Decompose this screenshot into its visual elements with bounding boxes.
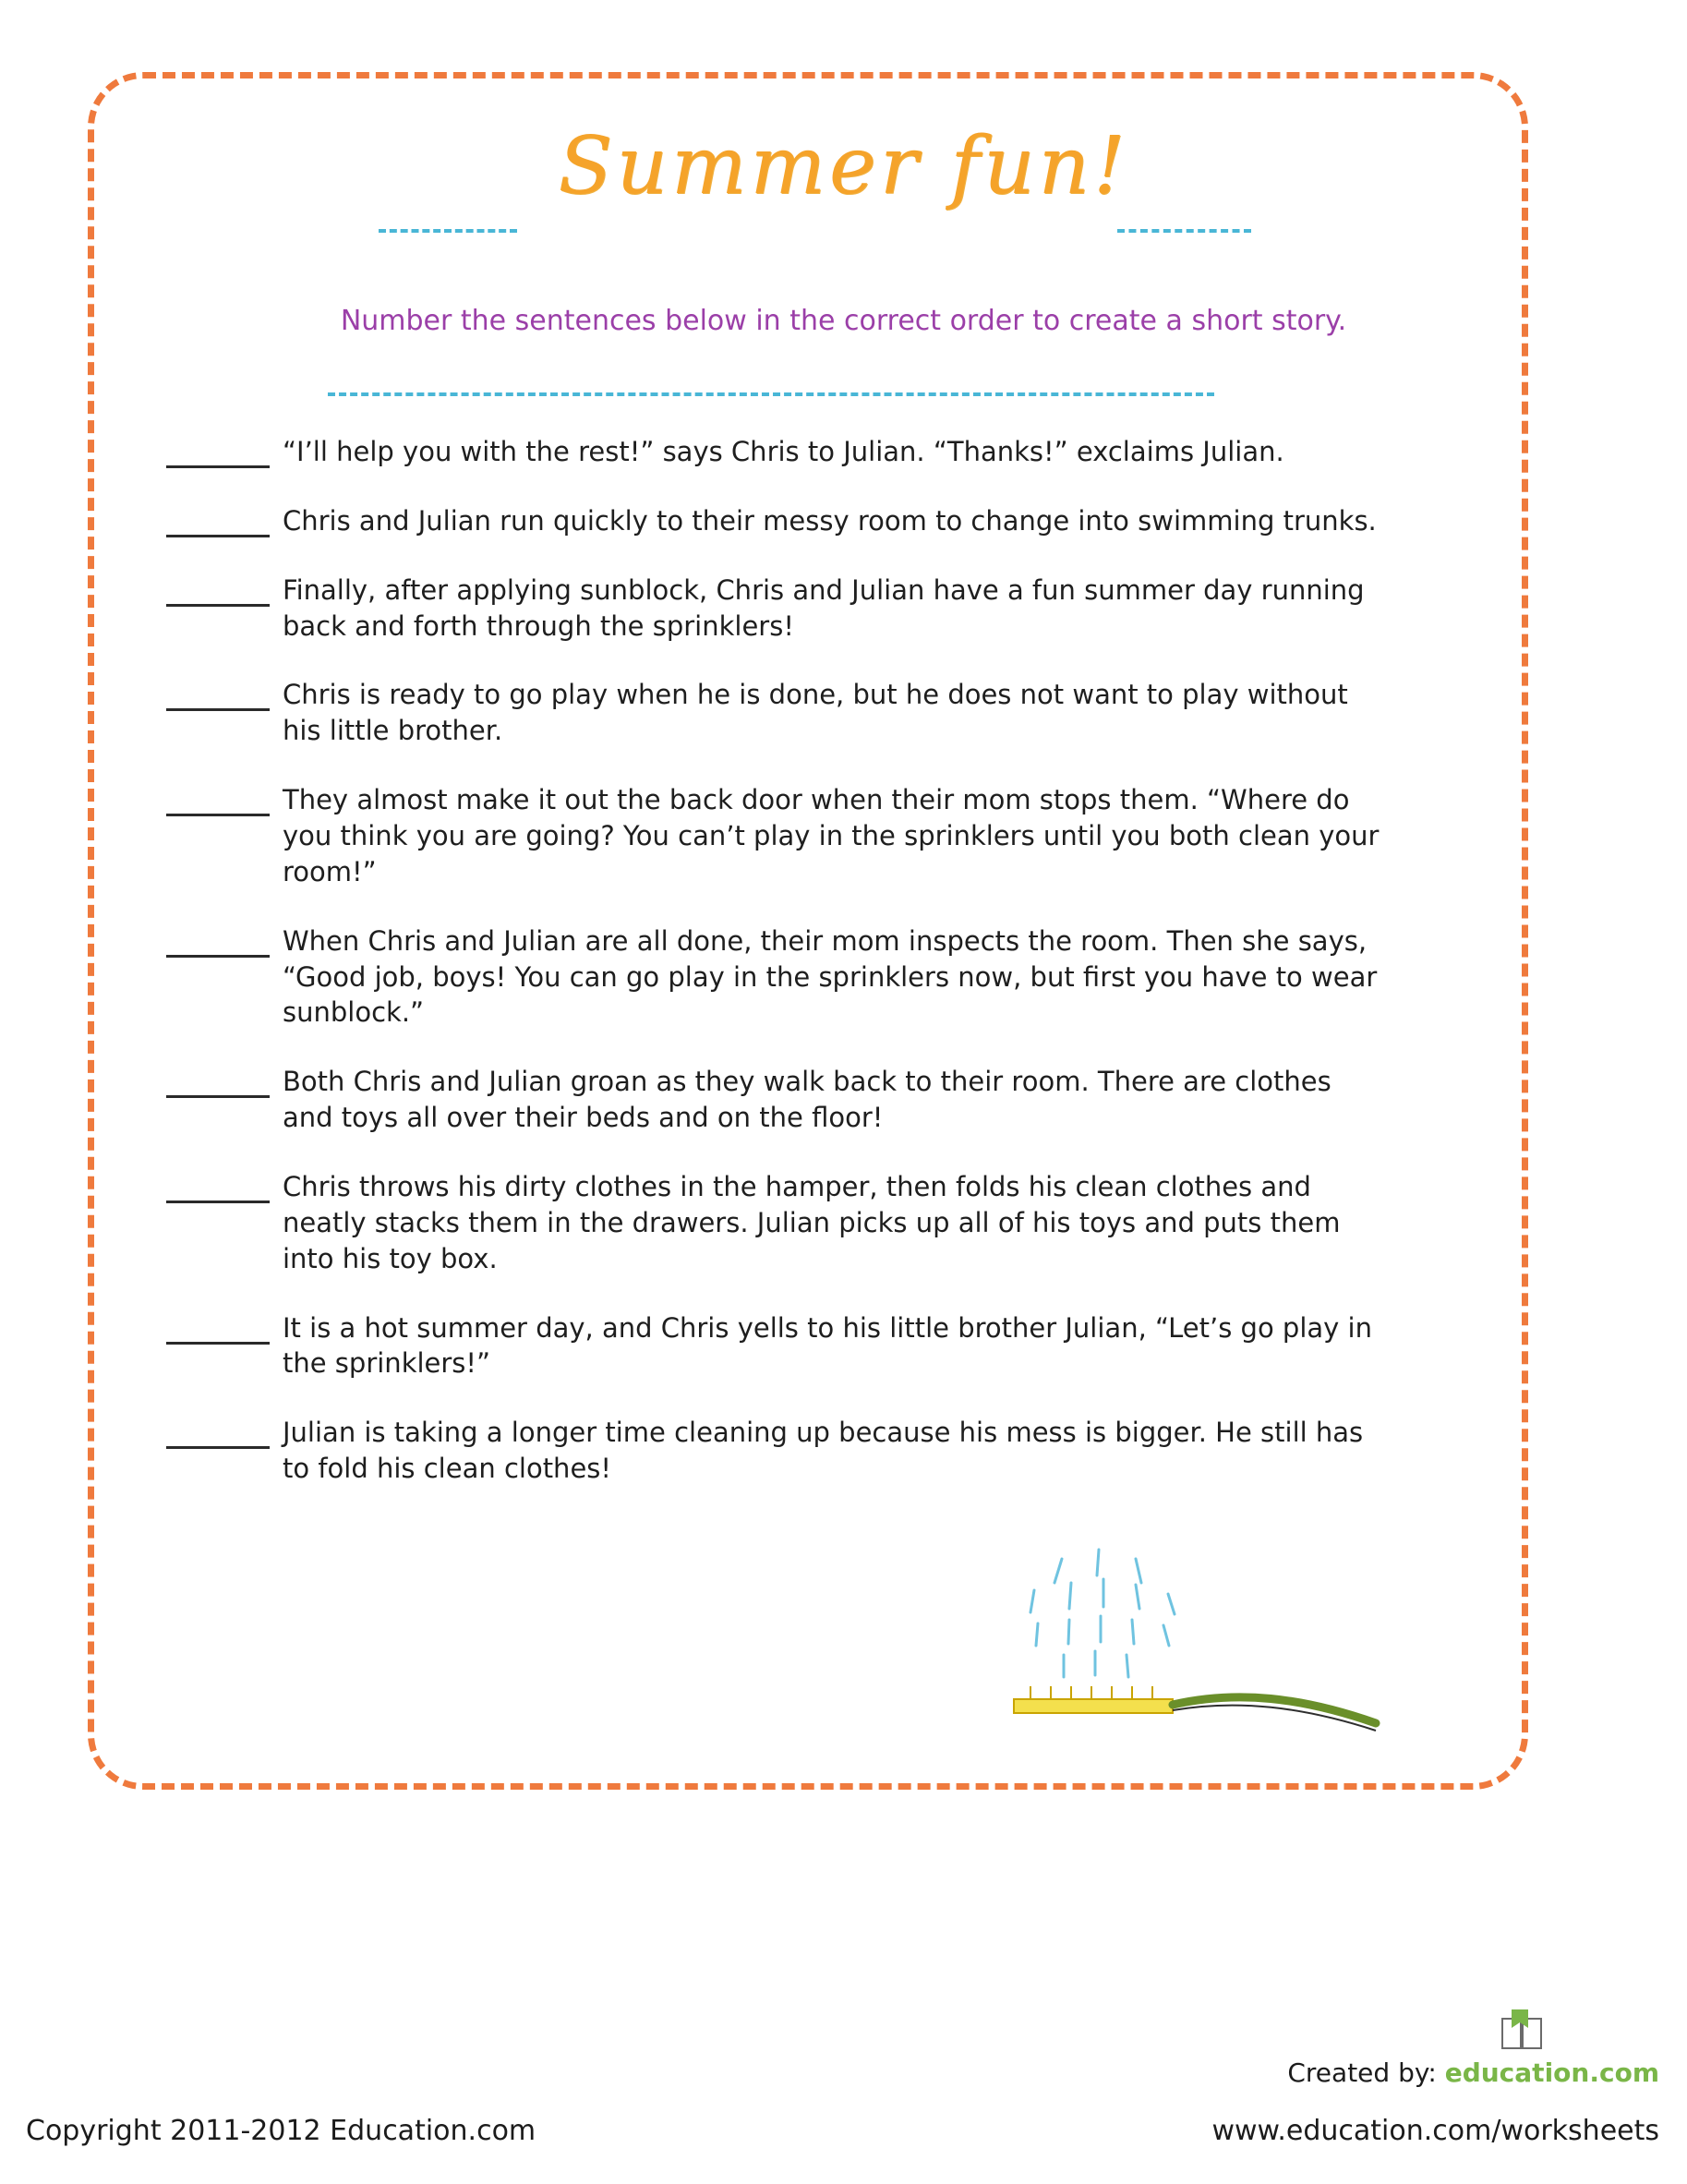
list-item bbox=[166, 1310, 1385, 1382]
list-item bbox=[166, 573, 1385, 645]
sentence-text: Both Chris and Julian groan as they walk back to their room. There are clothes and toys all over their beds and on the floor! bbox=[283, 1066, 1332, 1134]
answer-blank[interactable] bbox=[166, 1095, 270, 1098]
answer-blank[interactable] bbox=[166, 1446, 270, 1449]
sentence-text: Chris and Julian run quickly to their messy room to change into swimming trunks. bbox=[283, 504, 1377, 537]
sentence-text: They almost make it out the back door when their mom stops them. “Where do you think you are going? You can’t play in the sprinklers until you both clean your room!” bbox=[283, 784, 1380, 887]
sentence-text: Julian is taking a longer time cleaning up because his mess is bigger. He still has to fold his clean clothes! bbox=[283, 1417, 1364, 1485]
sentence-text: When Chris and Julian are all done, their mom inspects the room. Then she says, “Good job, boys! You can go play in the sprinklers now, but first you have to wear sunblock.” bbox=[283, 924, 1378, 1029]
brand-name: education bbox=[1444, 2057, 1590, 2088]
sentence-list bbox=[166, 434, 1385, 1520]
answer-blank[interactable] bbox=[166, 814, 270, 816]
created-by bbox=[1287, 2057, 1659, 2088]
sentence-text: Chris is ready to go play when he is done, but he does not want to play without his little brother. bbox=[283, 679, 1348, 747]
list-item bbox=[166, 503, 1385, 539]
list-item bbox=[166, 434, 1385, 470]
instruction-dash-divider bbox=[328, 392, 1214, 396]
answer-blank[interactable] bbox=[166, 535, 270, 537]
sentence-text: “I’ll help you with the rest!” says Chris to Julian. “Thanks!” exclaims Julian. bbox=[283, 436, 1284, 467]
title-dash-left bbox=[379, 229, 517, 233]
answer-blank[interactable] bbox=[166, 465, 270, 468]
sentence-text: Chris throws his dirty clothes in the hamper, then folds his clean clothes and neatly stacks them in the drawers. Julian picks up all of his toys and puts them into his toy box. bbox=[283, 1171, 1341, 1274]
created-by-label: Created by: bbox=[1287, 2057, 1437, 2088]
answer-blank[interactable] bbox=[166, 1342, 270, 1345]
sprinkler-icon bbox=[1006, 1542, 1413, 1755]
list-item bbox=[166, 1415, 1385, 1487]
website-url[interactable]: www.education.com/worksheets bbox=[1211, 2115, 1659, 2147]
answer-blank[interactable] bbox=[166, 955, 270, 958]
copyright-text: Copyright 2011-2012 Education.com bbox=[26, 2115, 536, 2147]
answer-blank[interactable] bbox=[166, 604, 270, 607]
answer-blank[interactable] bbox=[166, 1201, 270, 1203]
list-item bbox=[166, 1064, 1385, 1136]
title-dash-right bbox=[1117, 229, 1251, 233]
education-logo-icon bbox=[1497, 2006, 1548, 2054]
list-item bbox=[166, 1169, 1385, 1277]
sentence-text: Finally, after applying sunblock, Chris and Julian have a fun summer day running back and forth through the sprinklers! bbox=[283, 573, 1365, 642]
sentence-text: It is a hot summer day, and Chris yells to his little brother Julian, “Let’s go play in the sprinklers!” bbox=[283, 1311, 1372, 1380]
answer-blank[interactable] bbox=[166, 708, 270, 711]
list-item bbox=[166, 677, 1385, 749]
instruction-text: Number the sentences below in the correct order to create a short story. bbox=[340, 305, 1347, 337]
brand-suffix: .com bbox=[1589, 2057, 1659, 2088]
list-item bbox=[166, 923, 1385, 1032]
list-item bbox=[166, 782, 1385, 890]
page-title: Summer fun! bbox=[558, 120, 1129, 212]
